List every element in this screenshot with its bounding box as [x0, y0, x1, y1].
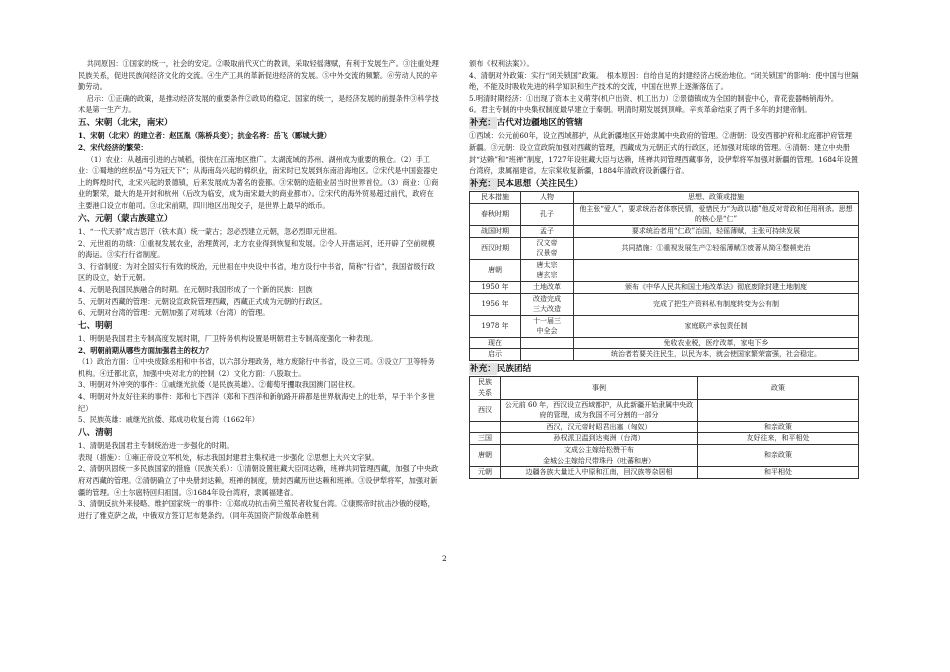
ming-item: 4、明朝对外友好往来的事件：郑和七下西洋（郑和下西洋和新航路开辟都是世界航海史上的壮举，早于半个多世纪）: [78, 392, 435, 413]
people-table-cell: 要求统治者用“仁政”治国，轻徭薄赋，主张可持续发展: [574, 225, 859, 237]
people-table-header-row: [470, 192, 859, 204]
ethnic-table-cell: 和亲政策: [698, 445, 859, 467]
right-line: 5.明清时期经济：①出现了资本主义萌芽(机户出资、机工出力）②景德镇成为全国的制瓷中心，青花瓷器畅销海外。: [469, 93, 839, 103]
ethnic-table-row: [470, 445, 859, 467]
ethnic-table-row: [470, 467, 859, 479]
people-table-row: [470, 237, 859, 259]
people-table-cell: 孟子: [521, 225, 574, 237]
song-economy-paragraph: （1）农业：从越南引进的占城稻，很快在江南地区推广。太湖流域的苏州、湖州成为重要的粮仓。（2）手工业：①蜀地的丝织品“号为冠天下”；从海南岛兴起的棉织业，南宋时已发展到东南沿海地区。②宋代是中国瓷器史上的辉煌时代，北宋兴起的景德镇，后来发展成为著名的瓷都。③宋朝的造船业居当时世界首位。（3）商业：①商业的繁荣，最大的是开封和杭州（后改为临安，成为南宋最大的商业都市）。②宋代的海外贸易超过前代，政府在主要港口设立市舶司。③北宋前期，四川地区出现交子，是世界上最早的纸币。: [78, 154, 439, 210]
common-causes-paragraph: 共同原因：①国家的统一，社会的安定。②吸取前代灭亡的教训，采取轻徭薄赋，有利于发展生产。③注重处理民族关系，促进民族间经济文化的交流。④生产工具的革新促进经济的发展。⑤中外交流的频繁。⑥劳动人民的辛勤劳动。: [78, 59, 439, 92]
ethnic-table-cell: 三国: [470, 433, 501, 445]
ethnic-table-row: [470, 399, 859, 421]
song-heading: 五、宋朝（北宋，南宋）: [78, 117, 173, 128]
qing-item: 3、清朝反抗外来侵略、维护国家统一的事件：①郑成功抗击荷兰殖民者收复台湾。②康熙帝时抗击沙俄的侵略，进行了雅克萨之战，中俄双方签订尼布楚条约。（同年英国资产阶级革命胜利: [78, 499, 435, 520]
people-table-header-cell: 思想、政策或措施: [574, 192, 859, 204]
enlightenment-paragraph: 启示：①正确的政策，是推动经济发展的重要条件②政局的稳定、国家的统一，是经济发展的前提条件③科学技术是第一生产力。: [78, 93, 439, 115]
people-table-row: [470, 315, 859, 337]
people-table-row: [470, 225, 859, 237]
qing-item: 1、清朝是我国君主专制统治进一步强化的时期。: [78, 441, 234, 451]
ethnic-section-title: 民族团结: [496, 364, 532, 375]
people-table-cell: 共同措施：①重视发展生产②轻徭薄赋③废著从简④整顿吏治: [574, 237, 859, 259]
people-table-cell: [521, 337, 574, 349]
ethnic-table-cell: 和平相处: [698, 467, 859, 479]
people-table-cell: 免收农业税，医疗改革，家电下乡: [574, 337, 859, 349]
people-table-cell: 他主张“爱人”，要求统治者体察民情，爱惜民力“为政以德”他反对苛政和任用刑杀。思想的核心是“仁”: [574, 203, 859, 225]
ming-item: 1、明朝是我国君主专制高度发展时期，厂卫特务机构设置是明朝君主专制高度强化一种表现。: [78, 334, 378, 344]
people-table-cell: 西汉时期: [470, 237, 521, 259]
people-table: [469, 191, 859, 361]
ethnic-table-cell: 西汉，汉元帝时昭君出塞（匈奴）: [501, 421, 698, 433]
song-founder: 1、宋朝（北宋）的建立者：赵匡胤（陈桥兵变）；抗金名将：岳飞（郾城大捷）: [78, 131, 331, 141]
border-section-heading: [469, 117, 859, 129]
yuan-heading: 六、元朝（蒙古族建立）: [78, 213, 173, 224]
ethnic-table-cell: 友好往来，和平相处: [698, 433, 859, 445]
ethnic-table-header-row: [470, 377, 859, 399]
ethnic-table-row: [470, 421, 859, 433]
ming-item: 2、明朝前期从哪些方面加强君主的权力？: [78, 345, 213, 355]
people-table-cell: 颁布《中华人民共和国土地改革法》彻底废除封建土地制度: [574, 281, 859, 293]
people-section-title: 民本思想（关注民生）: [496, 178, 583, 189]
people-table-cell: 唐朝: [470, 259, 521, 281]
yuan-item: 2、元世祖的功绩：①重视发展农业，治理黄河，北方农业得到恢复和发展。②令人开凿运河，还开辟了空前规模的海运。③实行行省制度。: [78, 238, 435, 260]
people-table-cell: 土地改革: [521, 281, 574, 293]
people-table-cell: 战国时期: [470, 225, 521, 237]
people-table-cell: 启示: [470, 349, 521, 361]
supplement-badge: 补充：: [470, 178, 496, 189]
people-table-cell: 现在: [470, 337, 521, 349]
ethnic-table-cell: [698, 399, 859, 421]
ming-heading: 七、明朝: [78, 320, 113, 331]
people-table-cell: 汉文帝 汉景帝: [521, 237, 574, 259]
people-table-cell: 唐太宗 唐玄宗: [521, 259, 574, 281]
yuan-item: 5、元朝对西藏的管理：元朝设宣政院管理西藏，西藏正式成为元朝的行政区。: [78, 296, 327, 306]
ethnic-table-cell: 孙权派卫温到达夷洲（台湾）: [501, 433, 698, 445]
yuan-item: 1、“一代天骄”成吉思汗（铁木真）统一蒙古；忽必烈建立元朝，忽必烈即元世祖。: [78, 226, 342, 236]
people-table-row: [470, 337, 859, 349]
ethnic-table-cell: 西汉: [470, 399, 501, 421]
right-line: 4、清朝对外政策：实行“闭关锁国”政策。 根本原因：自给自足的封建经济占统治地位。“闭关锁国”的影响：使中国与世隔绝，不能及时吸收先进的科学知识和生产技术的交流，中国在世界上逐渐落伍了。: [469, 70, 859, 92]
ethnic-table-header-cell: 事例: [501, 377, 698, 399]
people-table-header-cell: 民本措施: [470, 192, 521, 204]
qing-item: 2、清朝巩固统一多民族国家的措施（民族关系）：①清朝设置驻藏大臣同达赖，班禅共同管理西藏，加强了中央政府对西藏的管理。②清朝确立了中央册封达赖，班禅的制度，册封西藏历世达赖和班禅。③设伊犁将军，加强对新疆的管理。④土尔扈特回归祖国。⑤1684年设台湾府，隶属福建省。: [78, 464, 439, 497]
ethnic-table-header-cell: 政策: [698, 377, 859, 399]
yuan-item: 4、元朝是我国民族融合的时期。在元朝时我国形成了一个新的民族：回族: [78, 284, 313, 294]
right-column: [469, 58, 859, 479]
ethnic-table-cell: 公元前 60 年，西汉设立西域都护，从此新疆开始隶属中央政府的管理，成为我国不可分割的一部分: [501, 399, 698, 421]
supplement-badge: 补充：: [470, 364, 496, 375]
people-table-cell: 家庭联产承包责任制: [574, 315, 859, 337]
ethnic-table-header-cell: 民族 关系: [470, 377, 501, 399]
ming-item: 3、明朝对外冲突的事件：①戚继光抗倭（是民族英雄）。②葡萄牙攫取我国澳门居住权。: [78, 380, 360, 390]
yuan-item: 3、行省制度：为对全国实行有效的统治，元世祖在中央设中书省，地方设行中书省，简称“行省”，我国省级行政区的设立，始于元朝。: [78, 261, 435, 283]
people-table-cell: 春秋时期: [470, 203, 521, 225]
people-table-cell: 1978 年: [470, 315, 521, 337]
people-table-row: [470, 349, 859, 361]
left-column: [78, 58, 440, 521]
people-table-cell: 统治者若要关注民生，以民为本，就会使国家繁荣富强，社会稳定。: [574, 349, 859, 361]
people-table-cell: 改造完成 三大改造: [521, 293, 574, 315]
ethnic-table-row: [470, 433, 859, 445]
people-table-row: [470, 203, 859, 225]
ming-item: 5、民族英雄：戚继光抗倭、郑成功收复台湾（1662年）: [78, 415, 259, 425]
qing-item: 表现（措施）：①雍正帝设立军机处，标志我国封建君主集权进一步强化 ②思想上大兴文字狱。: [78, 452, 379, 462]
people-table-row: [470, 293, 859, 315]
border-section-text: ①西域：公元前60年，设立西域都护，从此新疆地区开始隶属中央政府的管理。②唐朝：设安西都护府和北庭都护府管理新疆。③元朝：设立宣政院加强对西藏的管理，西藏成为元朝正式的行政区，还加强对琉球的管理。④清朝：建立中央册封“达赖”和“班禅”制度，1727年设驻藏大臣与达赖，班禅共同管理西藏事务，设伊犁将军加强对新疆的管理。1684年设置台湾府，隶属福建省，左宗棠收复新疆，1884年清政府设新疆行省。: [469, 131, 859, 176]
supplement-badge: 补充：: [470, 117, 496, 128]
ethnic-table-cell: 边疆各族大量迁入中原和江南，回汉族等杂居相: [501, 467, 698, 479]
yuan-item: 6、元朝对台湾的管理：元朝加强了对琉球（台湾）的管理。: [78, 308, 270, 318]
border-section-title: 古代对边疆地区的管辖: [496, 117, 583, 128]
ethnic-table: [469, 376, 859, 478]
people-table-cell: [574, 259, 859, 281]
song-economy-title: 2、宋代经济的繁荣：: [78, 142, 148, 152]
ethnic-table-cell: 文成公主嫁给松赞干布 金城公主嫁给尺带珠丹（吐蕃和唐）: [501, 445, 698, 467]
ethnic-table-cell: 元朝: [470, 467, 501, 479]
ethnic-table-cell: 和亲政策: [698, 421, 859, 433]
people-table-cell: 1950 年: [470, 281, 521, 293]
people-table-cell: 1956 年: [470, 293, 521, 315]
people-table-cell: 十一届三 中全会: [521, 315, 574, 337]
page-number: 2: [442, 554, 447, 563]
people-table-cell: 完成了把生产资料私有制度转变为公有制: [574, 293, 859, 315]
people-section-heading: [469, 178, 859, 190]
people-table-cell: [521, 349, 574, 361]
people-table-row: [470, 281, 859, 293]
qing-heading: 八、清朝: [78, 427, 113, 438]
ethnic-section-heading: [469, 363, 859, 375]
ethnic-table-cell: [470, 421, 501, 433]
right-line: 颁布《权利法案》）。: [469, 59, 534, 68]
right-line: 6。君主专制的中央集权制度最早建立于秦朝。明清时期发展到顶峰。辛亥革命结束了两千多年的封建帝制。: [469, 105, 812, 115]
people-table-header-cell: 人物: [521, 192, 574, 204]
people-table-row: [470, 259, 859, 281]
people-table-cell: 孔子: [521, 203, 574, 225]
ethnic-table-cell: 唐朝: [470, 445, 501, 467]
ming-item: （1）政治方面：①中央废除丞相和中书省，以六部分理政务，地方废除行中书省，设立三司。③设立厂卫等特务机构。④迁都北京，加强中央对北方的控制（2）文化方面：八股取士。: [78, 357, 435, 378]
